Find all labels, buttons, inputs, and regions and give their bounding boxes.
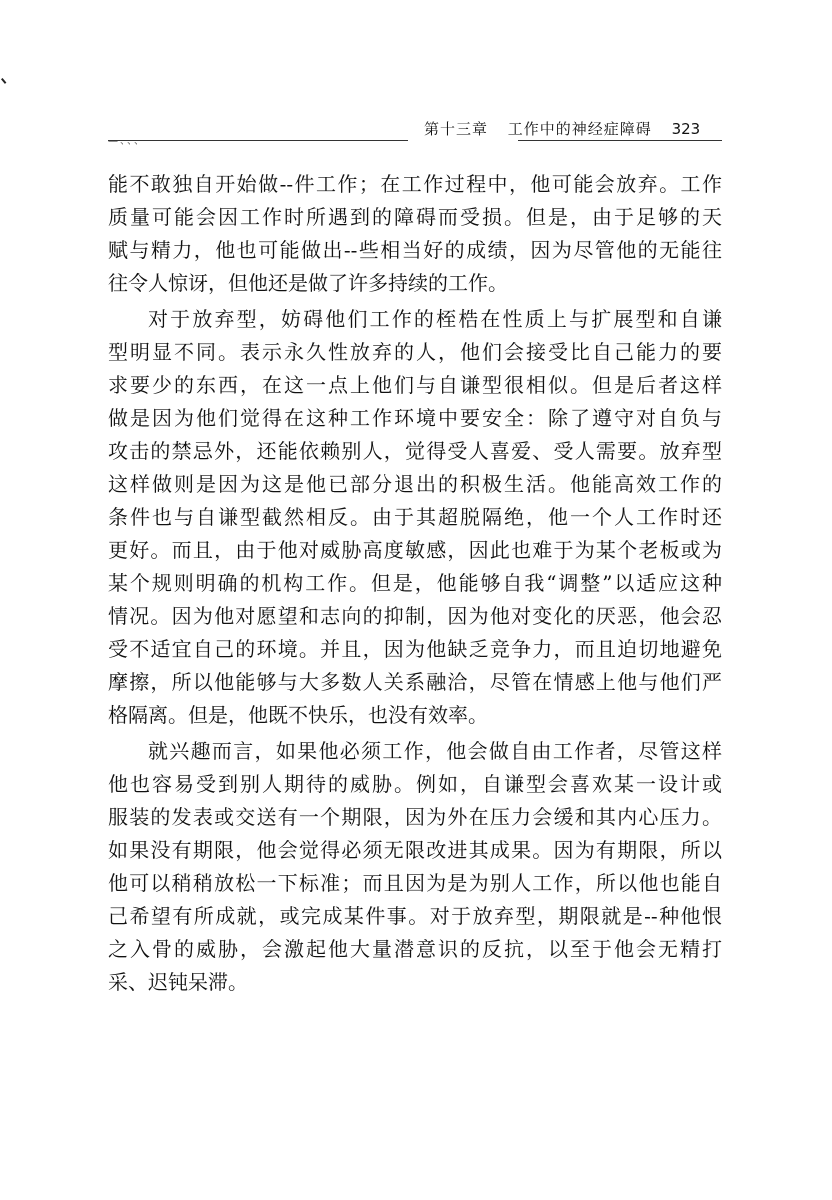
text-line: 求要少的东西，在这一点上他们与自谦型很相似。但是后者这样 <box>108 373 722 397</box>
text-line: 做是因为他们觉得在这种工作环境中要安全：除了遵守对自负与 <box>108 406 722 430</box>
body-text <box>108 168 722 999</box>
text-line: 情况。因为他对愿望和志向的抑制，因为他对变化的厌恶，他会忍 <box>108 604 722 628</box>
text-line: 他也容易受到别人期待的威胁。例如，自谦型会喜欢某一设计或 <box>108 772 722 796</box>
paragraph <box>108 303 722 732</box>
text-line: 赋与精力，他也可能做出--些相当好的成绩，因为尽管他的无能往 <box>108 238 722 262</box>
page-number: 323 <box>671 120 701 138</box>
text-line: 格隔离。但是，他既不快乐，也没有效率。 <box>108 703 488 727</box>
text-line: 某个规则明确的机构工作。但是，他能够自我“调整”以适应这种 <box>108 571 722 595</box>
chapter-label: 第十三章 <box>424 120 489 138</box>
paragraph <box>108 168 722 300</box>
text-line: 能不敢独自开始做--件工作；在工作过程中，他可能会放弃。工作 <box>108 172 722 196</box>
text-line: 己希望有所成就，或完成某件事。对于放弃型，期限就是--种他恨 <box>108 904 722 928</box>
text-line: 往令人惊讶，但他还是做了许多持续的工作。 <box>108 271 508 295</box>
text-line: 受不适宜自己的环境。并且，因为他缺乏竞争力，而且迫切地避免 <box>108 637 722 661</box>
scan-corner-mark <box>1 74 11 84</box>
chapter-title: 工作中的神经症障碍 <box>507 120 652 138</box>
page-header <box>108 112 722 147</box>
text-line: 服装的发表或交送有一个期限，因为外在压力会缓和其内心压力。 <box>108 805 722 829</box>
text-line: 如果没有期限，他会觉得必须无限改进其成果。因为有期限，所以 <box>108 838 722 862</box>
text-line: 之入骨的威胁，会激起他大量潜意识的反抗，以至于他会无精打 <box>108 937 722 961</box>
text-line: 质量可能会因工作时所遇到的障碍而受损。但是，由于足够的天 <box>108 205 722 229</box>
text-line: 条件也与自谦型截然相反。由于其超脱隔绝，他一个人工作时还 <box>108 505 722 529</box>
text-line: 他可以稍稍放松一下标准；而且因为是为别人工作，所以他也能自 <box>108 871 722 895</box>
text-line: 采、迟钝呆滞。 <box>108 970 248 994</box>
running-head <box>424 118 700 139</box>
paragraph <box>108 735 722 999</box>
text-line: 型明显不同。表示永久性放弃的人，他们会接受比自己能力的要 <box>108 340 722 364</box>
text-line: 攻击的禁忌外，还能依赖别人，觉得受人喜爱、受人需要。放弃型 <box>108 439 722 463</box>
text-line: 对于放弃型，妨碍他们工作的桎梏在性质上与扩展型和自谦 <box>148 307 722 331</box>
text-line: 更好。而且，由于他对威胁高度敏感，因此也难于为某个老板或为 <box>108 538 722 562</box>
header-scan-marks: —、、、 <box>108 136 146 147</box>
header-rule-left <box>108 140 408 141</box>
text-line: 摩擦，所以他能够与大多数人关系融洽，尽管在情感上他与他们严 <box>108 670 722 694</box>
header-rule-right <box>518 140 722 141</box>
text-line: 就兴趣而言，如果他必须工作，他会做自由工作者，尽管这样 <box>148 739 722 763</box>
text-line: 这样做则是因为这是他已部分退出的积极生活。他能高效工作的 <box>108 472 722 496</box>
